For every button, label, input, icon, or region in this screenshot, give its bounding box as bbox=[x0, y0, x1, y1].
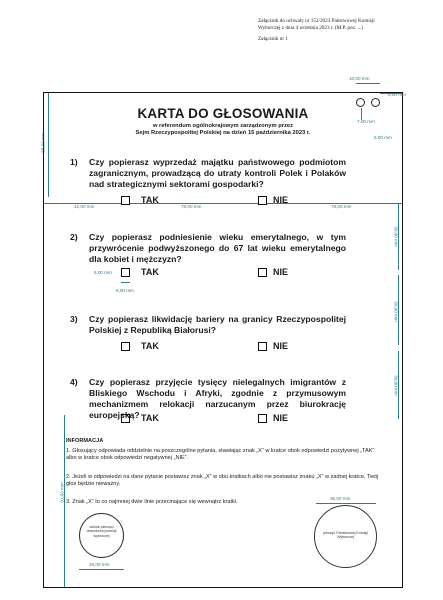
no-label: NIE bbox=[273, 195, 289, 205]
question-text: Czy popierasz wyprzedaż majątku państwowego podmiotom zagranicznym, prowadzącą do utraty kontroli Polek i Polaków nad strategicznymi sektorami gospodarki? bbox=[89, 157, 346, 189]
pkw-stamp-label: pieczęć Państwowej Komisji Wyborczej bbox=[323, 531, 368, 540]
no-label: NIE bbox=[273, 413, 289, 423]
yes-label: TAK bbox=[141, 341, 159, 351]
dim-78mm-a: 78,00 mm bbox=[181, 204, 202, 209]
yes-label: TAK bbox=[141, 413, 159, 423]
dim-10mm: 10,00 mm bbox=[349, 76, 370, 81]
dim-6mm-a: 6,00 mm bbox=[94, 270, 112, 275]
dim-5mm-b: 5,00 mm bbox=[374, 135, 392, 140]
yes-checkbox[interactable] bbox=[121, 342, 130, 351]
resolution-header bbox=[258, 18, 438, 43]
ballot-subtitle-2: Sejm Rzeczypospolitej Polskiej na dzień 15 października 2023 r. bbox=[135, 130, 311, 136]
dim-35mm: 35,00 mm bbox=[330, 496, 351, 501]
question-text: Czy popierasz likwidację bariery na granicy Rzeczypospolitej Polskiej z Republiką Białorusi? bbox=[89, 314, 346, 335]
no-checkbox[interactable] bbox=[258, 414, 267, 423]
info-item: 1. Głosujący odpowiada oddzielnie na poszczególne pytania, stawiając znak „X” w kratce obok odpowiedzi pozytywnej „TAK” albo w kratce obok odpowiedzi negatywnej „NIE”. bbox=[66, 448, 375, 462]
no-checkbox[interactable] bbox=[258, 342, 267, 351]
dim-5mm-a: 5,00 mm bbox=[388, 92, 406, 97]
dim-25mm: 25,00 mm bbox=[89, 562, 110, 567]
no-label: NIE bbox=[273, 267, 289, 277]
dim-39mm-a: 39,00 mm bbox=[393, 226, 399, 247]
dim-6mm-b: 6,00 mm bbox=[116, 288, 134, 293]
question-number: 4) bbox=[70, 377, 78, 387]
question-number: 1) bbox=[70, 157, 78, 167]
header-line-2: Wyborczej z dnia 4 września 2023 r. (M.P. poz. ...) bbox=[258, 25, 364, 32]
dim-line-10 bbox=[356, 83, 380, 84]
no-label: NIE bbox=[273, 341, 289, 351]
ballot-title: KARTA DO GŁOSOWANIA bbox=[137, 106, 309, 121]
dim-line-35 bbox=[316, 503, 376, 504]
question-text: Czy popierasz podniesienie wieku emerytalnego, w tym przywrócenie podwyższonego do 67 lat wieku emerytalnego dla kobiet i mężczyzn? bbox=[89, 232, 346, 264]
question-number: 3) bbox=[70, 314, 78, 324]
dim-line-6b bbox=[121, 282, 130, 283]
yes-checkbox[interactable] bbox=[121, 268, 130, 277]
ballot-subtitle-1: w referendum ogólnokrajowym zarządzonym przez bbox=[152, 123, 294, 129]
dim-39mm-c: 39,00 mm bbox=[393, 375, 399, 396]
dim-line-25 bbox=[79, 569, 124, 570]
yes-checkbox[interactable] bbox=[121, 414, 130, 423]
info-heading: INFORMACJA bbox=[66, 438, 104, 444]
question-text: Czy popierasz przyjęcie tysięcy nielegalnych imigrantów z Bliskiego Wschodu i Afryki, zgodnie z przymusowym mechanizmem relokacji narzucanym przez biurokrację europejską? bbox=[89, 377, 346, 420]
info-item: 3. Znak „X” to co najmniej dwie linie przecinające się wewnątrz kratki. bbox=[66, 499, 238, 505]
yes-label: TAK bbox=[141, 195, 159, 205]
header-line-1: Załącznik do uchwały nr 152/2023 Państwowej Komisji bbox=[258, 18, 375, 24]
header-line-3: Załącznik nr 1 bbox=[258, 36, 288, 43]
dim-7mm: 7,00 mm bbox=[357, 119, 375, 124]
dim-91mm: 91,00 mm bbox=[59, 482, 65, 503]
dim-39mm-b: 39,00 mm bbox=[393, 301, 399, 322]
dim-65mm: 65,00 mm bbox=[40, 132, 46, 153]
yes-label: TAK bbox=[141, 267, 159, 277]
question-number: 2) bbox=[70, 232, 78, 242]
yes-checkbox[interactable] bbox=[121, 196, 130, 205]
no-checkbox[interactable] bbox=[258, 196, 267, 205]
dim-78mm-b: 78,00 mm bbox=[331, 204, 352, 209]
commission-stamp-label: odcisk pieczęci obwodowej komisji wyborczej bbox=[86, 525, 117, 538]
dim-42mm: 42,00 mm bbox=[74, 204, 95, 209]
no-checkbox[interactable] bbox=[258, 268, 267, 277]
info-item: 2. Jeżeli w odpowiedzi na dane pytanie postawisz znak „X” w obu kratkach albo nie postawisz znaku „X” w żadnej kratce, Twój głos będzie nieważny. bbox=[66, 474, 379, 488]
